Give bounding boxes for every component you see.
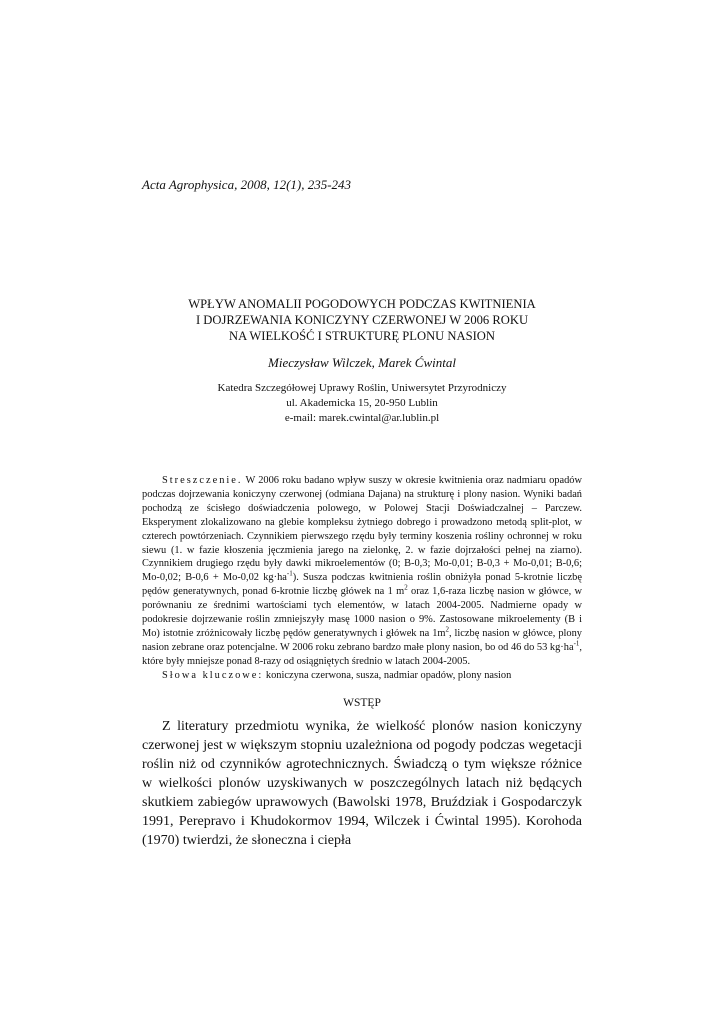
- abstract-text: ). Susza podczas kwitnienia roślin obniżyła ponad 5-krotnie liczbę pędów generatywnych, ponad 6-krotnie liczbę główek na 1 m: [142, 572, 582, 598]
- superscript: -1: [286, 569, 293, 578]
- body-text: [142, 717, 582, 850]
- affiliation-line: ul. Akademicka 15, 20-950 Lublin: [286, 397, 438, 409]
- abstract-text: , które były mniejsze ponad 8-razy od osiągniętych średnio w latach 2004-2005.: [142, 641, 583, 667]
- abstract-text: W 2006 roku badano wpływ suszy w okresie kwitnienia oraz nadmiaru opadów podczas dojrzewania koniczyny czerwonej (odmiana Dajana) na strukturę i plony nasion. Wyniki badań pochodzą ze ścisłego doświadczenia polowego, w Polowej Stacji Doświadczalnej – Parczew. Eksperyment zlokalizowano na glebie kompleksu żytniego dobrego i prowadzono metodą split-plot, w czterech powtórzeniach. Czynnikiem pierwszego rzędu były terminy koszenia rośliny ochronnej w roku siewu (1. w fazie kłoszenia jęczmienia jarego na zielonkę, 2. w fazie dojrzałości pełnej na ziarno). Czynnikiem drugiego rzędu były dawki mikroelementów (0; B-0,3; Mo-0,01; B-0,3 + Mo-0,01; B-0,6; Mo-0,02; B-0,6 + Mo-0,02 kg·ha: [142, 475, 582, 584]
- email-line: e-mail: marek.cwintal@ar.lublin.pl: [284, 412, 440, 424]
- keywords-text: koniczyna czerwona, susza, nadmiar opadów, plony nasion: [263, 669, 512, 681]
- abstract: [142, 474, 582, 683]
- affiliation: [142, 381, 582, 426]
- authors: Mieczysław Wilczek, Marek Ćwintal: [268, 355, 456, 370]
- article-title: [142, 296, 582, 344]
- keywords: [142, 669, 582, 683]
- abstract-paragraph: [142, 474, 582, 669]
- abstract-label: Streszczenie.: [162, 475, 243, 486]
- title-line: WPŁYW ANOMALII POGODOWYCH PODCZAS KWITNIENIA: [188, 297, 536, 311]
- superscript: 2: [404, 583, 408, 592]
- abstract-text: , liczbę nasion w główce, plony nasion zebrane oraz potencjalne. W 2006 roku zebrano bardzo małe plony nasion, bo od 46 do 53 kg·ha: [142, 627, 583, 653]
- keywords-label: Słowa kluczowe:: [162, 669, 264, 681]
- abstract-text: oraz 1,6-raza liczbę nasion w główce, w porównaniu ze średnimi wartościami tych elementów, w latach 2004-2005. Nadmierne opady w podokresie dojrzewanie roślin zmniejszyły masę 1000 nasion o 9%. Zastosowane mikroelementy (B i Mo) istotnie zróżnicowały liczbę pędów generatywnych i główek na 1m: [142, 586, 582, 639]
- journal-citation: Acta Agrophysica, 2008, 12(1), 235-243: [142, 177, 352, 192]
- superscript: -1: [573, 639, 580, 648]
- title-line: I DOJRZEWANIA KONICZYNY CZERWONEJ W 2006 ROKU: [195, 313, 529, 327]
- body-paragraph: Z literatury przedmiotu wynika, że wielkość plonów nasion koniczyny czerwonej jest w większym stopniu uzależniona od pogody podczas wegetacji roślin niż od czynników agrotechnicznych. Świadczą o tym większe różnice w wielkości plonów uzyskiwanych w poszczególnych latach niż będących skutkiem zabiegów uprawowych (Bawolski 1978, Bruździak i Gospodarczyk 1991, Perepravo i Khudokormov 1994, Wilczek i Ćwintal 1995). Korohoda (1970) twierdzi, że słoneczna i ciepła: [142, 719, 582, 848]
- affiliation-line: Katedra Szczegółowej Uprawy Roślin, Uniwersytet Przyrodniczy: [217, 382, 507, 394]
- title-line: NA WIELKOŚĆ I STRUKTURĘ PLONU NASION: [229, 329, 495, 343]
- section-heading: WSTĘP: [343, 697, 381, 709]
- superscript: 2: [445, 625, 449, 634]
